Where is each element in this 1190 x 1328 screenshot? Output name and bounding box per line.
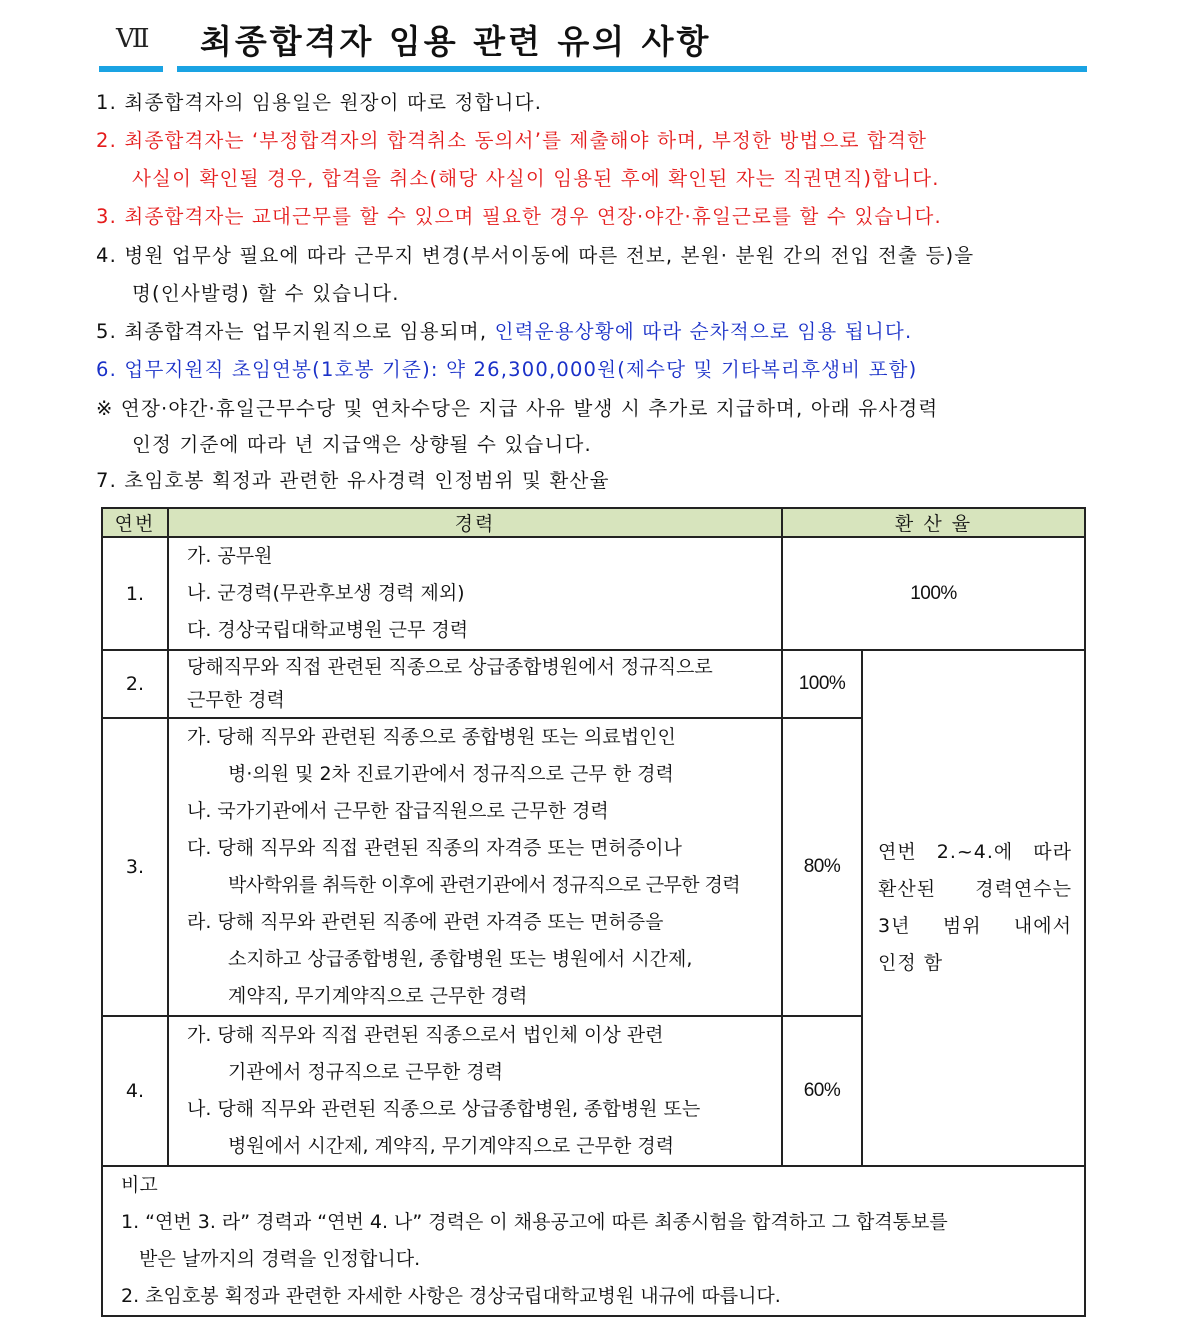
rate-cell: 100% (782, 650, 862, 718)
career-cell (168, 537, 782, 650)
rate-cell: 100% (782, 537, 1085, 650)
table-row (102, 537, 1085, 650)
row-number: 2. (102, 650, 168, 718)
row-number: 1. (102, 537, 168, 650)
header-no: 연번 (102, 508, 168, 537)
side-note-line: 인정 함 (878, 952, 944, 974)
header-career: 경력 (168, 508, 782, 537)
remarks-cell (102, 1166, 1085, 1316)
item-1: 1. 최종합격자의 임용일은 원장이 따로 정합니다. (96, 91, 543, 114)
item-3: 3. 최종합격자는 교대근무를 할 수 있으며 필요한 경우 연장·야간·휴일근로를 할 수 있습니다. (96, 205, 942, 228)
rate-cell: 60% (782, 1016, 862, 1166)
career-cell (168, 1016, 782, 1166)
title-underline-right (177, 66, 1087, 72)
rate-cell: 80% (782, 718, 862, 1016)
note-line-2: 인정 기준에 따라 년 지급액은 상향될 수 있습니다. (132, 433, 592, 456)
item-5 (96, 316, 912, 344)
career-line: 다. 경상국립대학교병원 근무 경력 (187, 619, 469, 641)
career-line: 근무한 경력 (187, 689, 285, 711)
remarks-line: 1. “연번 3. 라” 경력과 “연번 4. 나” 경력은 이 채용공고에 따른 최종시험을 합격하고 그 합격통보를 (121, 1211, 948, 1233)
side-note-line: 환산된 경력연수는 (878, 878, 1072, 900)
item-2-line-1: 2. 최종합격자는 ‘부정합격자의 합격취소 동의서’를 제출해야 하며, 부정한 방법으로 합격한 (96, 129, 928, 152)
career-cell (168, 718, 782, 1016)
career-line: 가. 당해 직무와 직접 관련된 직종으로서 법인체 이상 관련 (187, 1024, 664, 1046)
remarks-line: 2. 초임호봉 획정과 관련한 자세한 사항은 경상국립대학교병원 내규에 따릅니다. (121, 1285, 781, 1307)
header-rate: 환 산 율 (782, 508, 1085, 537)
row-number: 4. (102, 1016, 168, 1166)
item-5-highlight: 인력운용상황에 따라 순차적으로 임용 됩니다. (494, 320, 913, 343)
note-line-1: ※ 연장·야간·휴일근무수당 및 연차수당은 지급 사유 발생 시 추가로 지급하며, 아래 유사경력 (96, 397, 939, 420)
item-4-line-2: 명(인사발령) 할 수 있습니다. (132, 282, 400, 305)
career-line: 라. 당해 직무와 관련된 직종에 관련 자격증 또는 면허증을 (187, 911, 664, 933)
career-line: 소지하고 상급종합병원, 종합병원 또는 병원에서 시간제, (228, 948, 693, 970)
item-5-text: 5. 최종합격자는 업무지원직으로 임용되며, (96, 320, 488, 343)
remarks-row (102, 1166, 1085, 1316)
table-header-row (102, 508, 1085, 537)
row-number: 3. (102, 718, 168, 1016)
item-7: 7. 초임호봉 획정과 관련한 유사경력 인정범위 및 환산율 (96, 469, 610, 492)
career-line: 나. 국가기관에서 근무한 잡급직원으로 근무한 경력 (187, 800, 609, 822)
career-line: 나. 군경력(무관후보생 경력 제외) (187, 582, 465, 604)
page-title: 최종합격자 임용 관련 유의 사항 (200, 22, 712, 61)
career-cell (168, 650, 782, 718)
career-line: 박사학위를 취득한 이후에 관련기관에서 정규직으로 근무한 경력 (228, 874, 740, 896)
career-line: 가. 당해 직무와 관련된 직종으로 종합병원 또는 의료법인인 (187, 726, 676, 748)
career-line: 계약직, 무기계약직으로 근무한 경력 (228, 985, 528, 1007)
side-note-line: 3년 범위 내에서 (878, 915, 1072, 937)
remarks-line: 받은 날까지의 경력을 인정합니다. (139, 1248, 421, 1270)
remarks-title: 비고 (121, 1174, 158, 1196)
career-table (101, 507, 1086, 1317)
side-note-line: 연번 2.~4.에 따라 (878, 841, 1072, 863)
item-2-line-2: 사실이 확인될 경우, 합격을 취소(해당 사실이 임용된 후에 확인된 자는 직권면직)합니다. (132, 167, 940, 190)
career-line: 가. 공무원 (187, 545, 273, 567)
career-line: 당해직무와 직접 관련된 직종으로 상급종합병원에서 정규직으로 (187, 656, 713, 678)
table-row (102, 650, 1085, 718)
item-6: 6. 업무지원직 초임연봉(1호봉 기준): 약 26,300,000원(제수당 및 기타복리후생비 포함) (96, 358, 918, 381)
career-line: 나. 당해 직무와 관련된 직종으로 상급종합병원, 종합병원 또는 (187, 1098, 701, 1120)
side-note-cell (862, 650, 1085, 1166)
career-line: 기관에서 정규직으로 근무한 경력 (228, 1061, 504, 1083)
title-underline-left (99, 66, 163, 72)
section-number: Ⅶ (116, 24, 151, 54)
career-line: 병·의원 및 2차 진료기관에서 정규직으로 근무 한 경력 (228, 763, 674, 785)
item-4-line-1: 4. 병원 업무상 필요에 따라 근무지 변경(부서이동에 따른 전보, 본원· 분원 간의 전입 전출 등)을 (96, 244, 975, 267)
career-line: 다. 당해 직무와 직접 관련된 직종의 자격증 또는 면허증이나 (187, 837, 682, 859)
career-line: 병원에서 시간제, 계약직, 무기계약직으로 근무한 경력 (228, 1135, 675, 1157)
